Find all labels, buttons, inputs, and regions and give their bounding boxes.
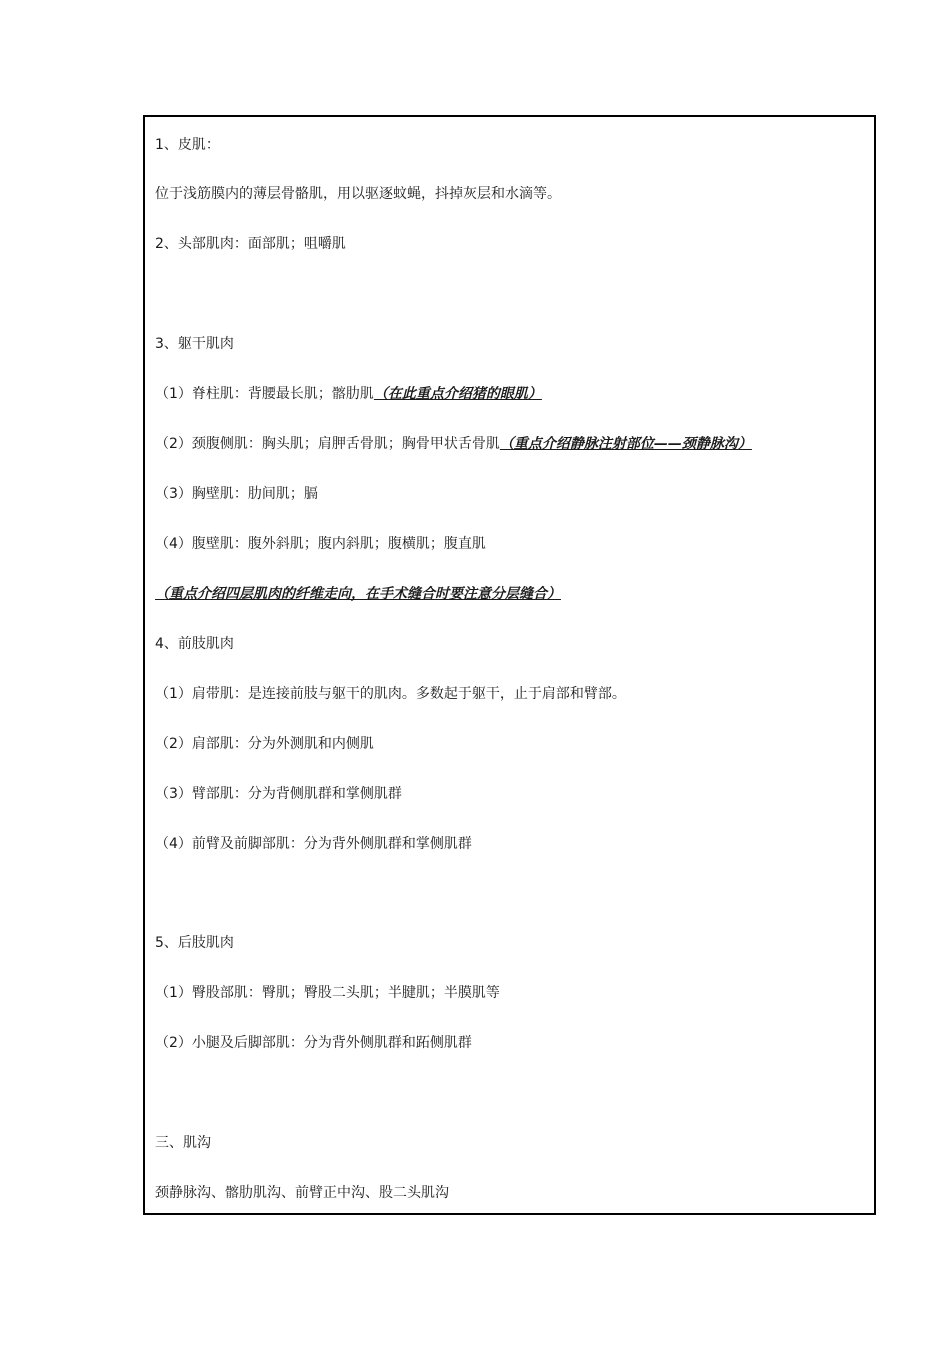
text-line: 颈静脉沟、髂肋肌沟、前臂正中沟、股二头肌沟 bbox=[155, 1185, 449, 1201]
text-line: （1）肩带肌：是连接前肢与躯干的肌肉。多数起于躯干，止于肩部和臂部。 bbox=[155, 686, 626, 702]
emphasis-note: （重点介绍静脉注射部位——颈静脉沟） bbox=[499, 436, 752, 452]
text-line: 4、前肢肌肉 bbox=[155, 636, 234, 652]
content-box bbox=[143, 115, 876, 1215]
text-line bbox=[155, 584, 561, 604]
text-line: 1、皮肌： bbox=[155, 137, 220, 153]
text-line: （2）肩部肌：分为外测肌和内侧肌 bbox=[155, 736, 374, 752]
text-line: 三、肌沟 bbox=[155, 1135, 211, 1151]
text-line: （4）腹壁肌：腹外斜肌；腹内斜肌；腹横肌；腹直肌 bbox=[155, 536, 486, 552]
text-line: 2、头部肌肉：面部肌；咀嚼肌 bbox=[155, 236, 346, 252]
emphasis-note: （在此重点介绍猪的眼肌） bbox=[373, 386, 542, 402]
text-line: （1）脊柱肌：背腰最长肌；髂肋肌（在此重点介绍猪的眼肌） bbox=[155, 386, 542, 402]
text-line: （3）臂部肌：分为背侧肌群和掌侧肌群 bbox=[155, 786, 402, 802]
text-line: （1）臀股部肌：臀肌；臀股二头肌；半腱肌；半膜肌等 bbox=[155, 985, 500, 1001]
text-line: （3）胸壁肌：肋间肌；膈 bbox=[155, 486, 318, 502]
text-line: 3、躯干肌肉 bbox=[155, 336, 234, 352]
emphasis-note: （重点介绍四层肌肉的纤维走向，在手术缝合时要注意分层缝合） bbox=[155, 586, 561, 602]
text-line: （2）小腿及后脚部肌：分为背外侧肌群和跖侧肌群 bbox=[155, 1035, 472, 1051]
text-line: （4）前臂及前脚部肌：分为背外侧肌群和掌侧肌群 bbox=[155, 836, 472, 852]
text-line: 5、后肢肌肉 bbox=[155, 935, 234, 951]
text-line: （2）颈腹侧肌：胸头肌；肩胛舌骨肌；胸骨甲状舌骨肌（重点介绍静脉注射部位——颈静脉沟） bbox=[155, 436, 752, 452]
text-line: 位于浅筋膜内的薄层骨骼肌，用以驱逐蚊蝇，抖掉灰层和水滴等。 bbox=[155, 186, 561, 202]
